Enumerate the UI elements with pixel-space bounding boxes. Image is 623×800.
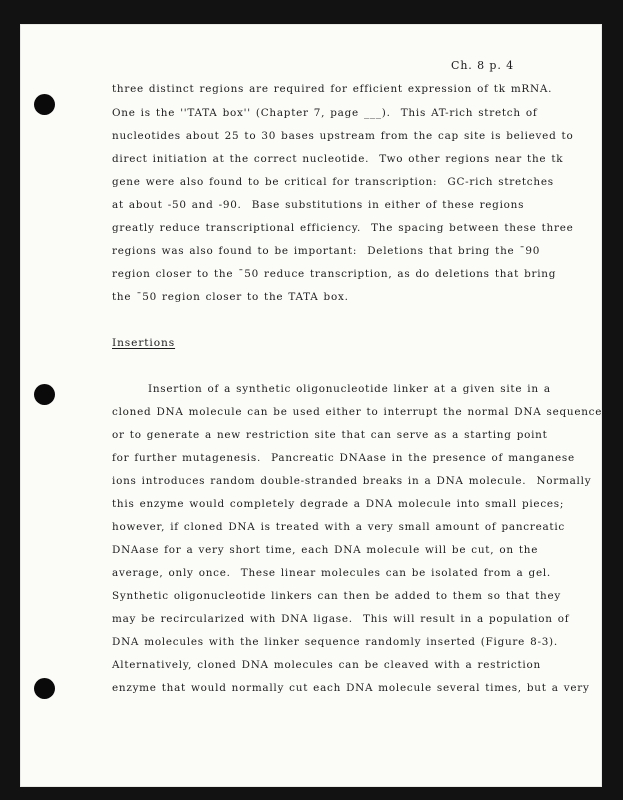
text-line: cloned DNA molecule can be used either to interrupt the normal DNA sequence — [112, 406, 603, 418]
text-line: ions introduces random double-stranded breaks in a DNA molecule. Normally — [112, 475, 592, 487]
text-line: three distinct regions are required for efficient expression of tk mRNA. — [112, 83, 553, 95]
text-line: may be recircularized with DNA ligase. This will result in a population of — [112, 613, 570, 625]
text-line: greatly reduce transcriptional efficiency. The spacing between these three — [112, 222, 574, 234]
text-line: average, only once. These linear molecules can be isolated from a gel. — [112, 567, 551, 579]
text-line: or to generate a new restriction site that can serve as a starting point — [112, 429, 548, 441]
text-line: enzyme that would normally cut each DNA molecule several times, but a very — [112, 682, 590, 694]
punch-hole-top — [34, 94, 55, 115]
text-line: the ¯50 region closer to the TATA box. — [112, 291, 349, 303]
document-page — [20, 24, 602, 787]
punch-hole-bottom — [34, 678, 55, 699]
page-header: Ch. 8 p. 4 — [451, 59, 515, 72]
text-line: DNA molecules with the linker sequence randomly inserted (Figure 8-3). — [112, 636, 558, 648]
text-line: Insertion of a synthetic oligonucleotide linker at a given site in a — [148, 383, 551, 395]
text-line: One is the ''TATA box'' (Chapter 7, page ___). This AT-rich stretch of — [112, 107, 538, 119]
text-line: Alternatively, cloned DNA molecules can be cleaved with a restriction — [112, 659, 541, 671]
text-line: this enzyme would completely degrade a DNA molecule into small pieces; — [112, 498, 565, 510]
text-line: gene were also found to be critical for transcription: GC-rich stretches — [112, 176, 554, 188]
text-line: nucleotides about 25 to 30 bases upstream from the cap site is believed to — [112, 130, 574, 142]
punch-hole-middle — [34, 384, 55, 405]
text-line: at about -50 and -90. Base substitutions in either of these regions — [112, 199, 525, 211]
text-line: DNAase for a very short time, each DNA molecule will be cut, on the — [112, 544, 539, 556]
text-line: Synthetic oligonucleotide linkers can then be added to them so that they — [112, 590, 561, 602]
text-line: however, if cloned DNA is treated with a very small amount of pancreatic — [112, 521, 565, 533]
text-line: for further mutagenesis. Pancreatic DNAase in the presence of manganese — [112, 452, 575, 464]
text-line: region closer to the ¯50 reduce transcription, as do deletions that bring — [112, 268, 557, 280]
text-line: direct initiation at the correct nucleotide. Two other regions near the tk — [112, 153, 564, 165]
text-line: regions was also found to be important: Deletions that bring the ¯90 — [112, 245, 541, 257]
section-heading: Insertions — [112, 337, 176, 349]
